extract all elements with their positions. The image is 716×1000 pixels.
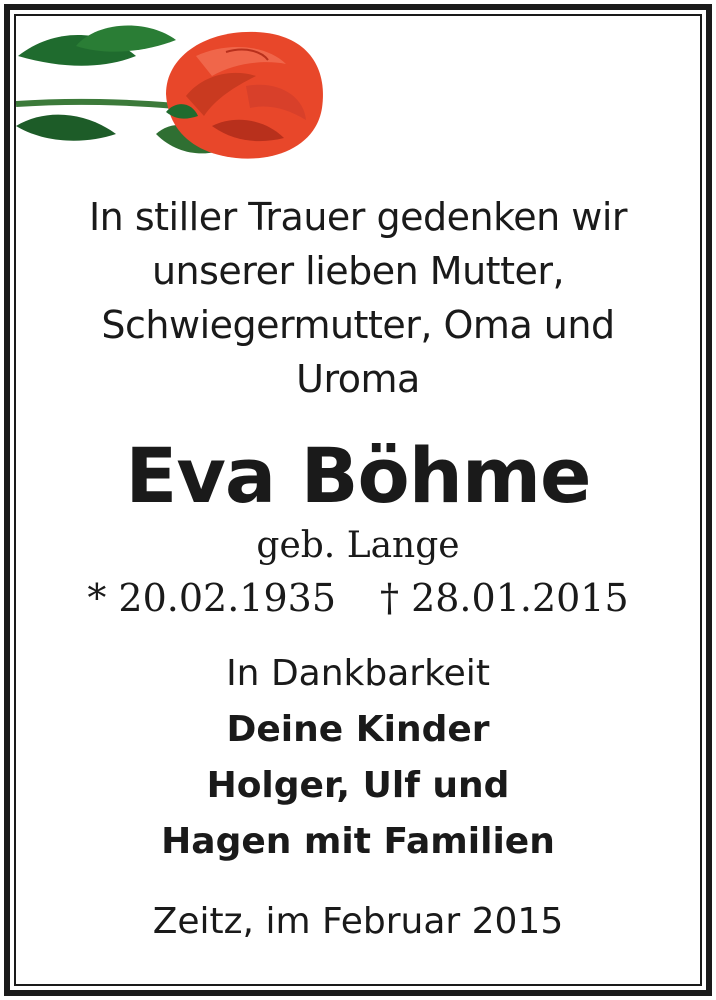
family-line: Deine Kinder [226,709,490,750]
family-line: Hagen mit Familien [161,821,555,862]
rose-icon [16,16,336,176]
intro-line: Uroma [296,357,420,401]
intro-line: In stiller Trauer gedenken wir [88,195,628,239]
birth-name: geb. Lange [256,525,460,566]
family-signature [0,702,716,870]
intro-line: Schwiegermutter, Oma und [101,303,615,347]
intro-text [0,190,716,406]
family-line: Holger, Ulf und [206,765,510,806]
notice-text [0,190,716,946]
intro-line: unserer lieben Mutter, [151,249,565,293]
death-date: † 28.01.2015 [380,576,629,620]
thanks-line: In Dankbarkeit [226,653,490,694]
birth-date: * 20.02.1935 [87,576,336,620]
life-dates [0,572,716,624]
place-and-date: Zeitz, im Februar 2015 [152,901,564,942]
deceased-name: Eva Böhme [125,431,591,520]
